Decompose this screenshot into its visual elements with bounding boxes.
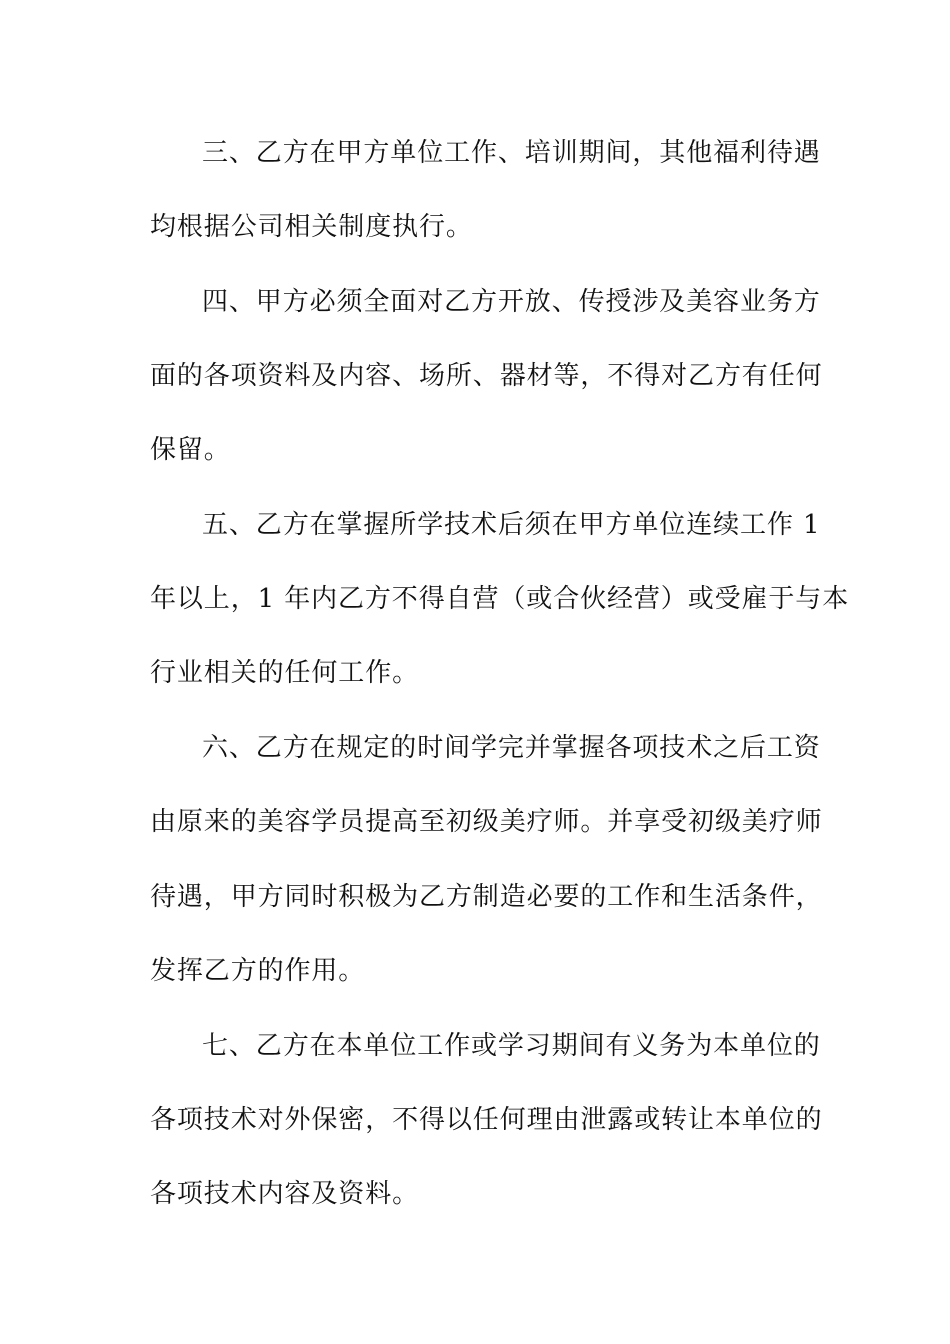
clause-3-line-2: 均根据公司相关制度执行。 [150, 212, 473, 242]
clause-4-line-2: 面的各项资料及内容、场所、器材等，不得对乙方有任何 [150, 361, 823, 391]
clause-4-line-3: 保留。 [150, 435, 231, 465]
clause-3-line-1: 三、乙方在甲方单位工作、培训期间，其他福利待遇 [202, 138, 821, 168]
clause-6-line-1: 六、乙方在规定的时间学完并掌握各项技术之后工资 [202, 733, 821, 763]
clause-5-line-2: 年以上，1 年内乙方不得自营（或合伙经营）或受雇于与本 [150, 584, 850, 614]
clause-5-line-1: 五、乙方在掌握所学技术后须在甲方单位连续工作 1 [202, 510, 821, 540]
clause-6-line-2: 由原来的美容学员提高至初级美疗师。并享受初级美疗师 [150, 807, 823, 837]
clause-4-line-1: 四、甲方必须全面对乙方开放、传授涉及美容业务方 [202, 287, 821, 317]
clause-6-line-4: 发挥乙方的作用。 [150, 956, 366, 986]
clause-6-line-3: 待遇，甲方同时积极为乙方制造必要的工作和生活条件， [150, 882, 823, 912]
clause-7-line-3: 各项技术内容及资料。 [150, 1179, 420, 1209]
clause-7-line-2: 各项技术对外保密，不得以任何理由泄露或转让本单位的 [150, 1105, 823, 1135]
clause-5-line-3: 行业相关的任何工作。 [150, 658, 420, 688]
clause-7-line-1: 七、乙方在本单位工作或学习期间有义务为本单位的 [202, 1031, 821, 1061]
